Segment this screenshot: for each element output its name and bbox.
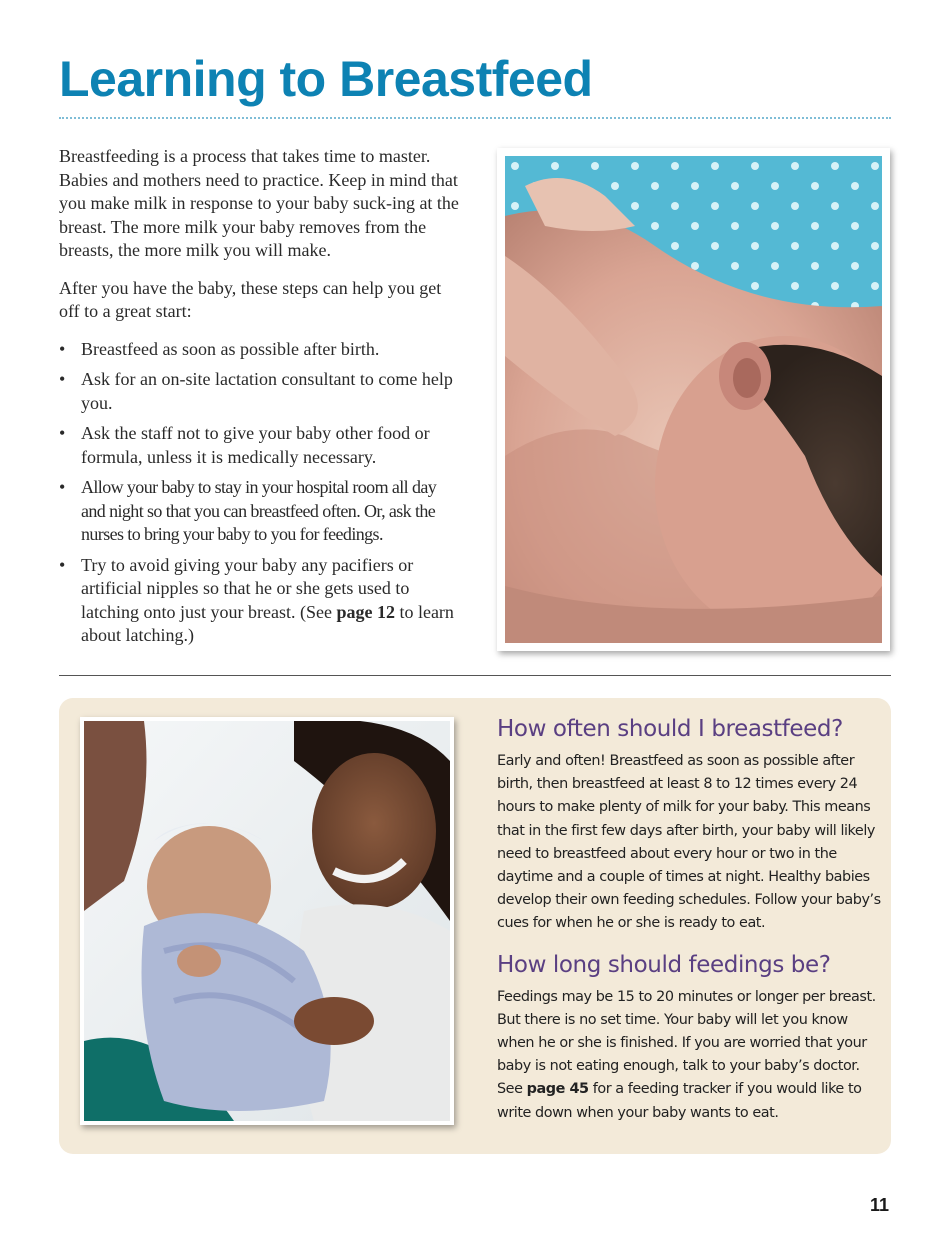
list-item-text: Ask the staff not to give your baby other food or formula, unless it is medically necessary. bbox=[81, 423, 430, 467]
list-item bbox=[59, 476, 459, 547]
page-number: 11 bbox=[869, 1195, 889, 1215]
mother-nursing-newborn-image bbox=[505, 156, 882, 643]
list-item-text-start: Try to avoid giving your baby any pacifiers or artificial nipples so that he or she gets used to latching onto just your breast. (See bbox=[81, 554, 414, 622]
list-item bbox=[59, 422, 459, 469]
bullet-icon: • bbox=[59, 477, 65, 497]
steps-list bbox=[59, 338, 459, 648]
intro-paragraph: Breastfeeding is a process that takes time to master. Babies and mothers need to practice. Keep in mind that you make milk in response to your baby suck-ing at the breast. The more milk your baby removes from the breasts, the more milk you will make. bbox=[59, 146, 459, 260]
list-item-text: Breastfeed as soon as possible after birth. bbox=[81, 338, 380, 359]
list-item-text: Ask for an on-site lactation consultant to come help you. bbox=[81, 369, 453, 413]
bullet-icon: • bbox=[59, 338, 66, 359]
list-item-text: Allow your baby to stay in your hospital room all day and night so that you can breastfeed often. Or, ask the nurses to bring your baby to you for feedings. bbox=[81, 477, 437, 544]
list-item-text bbox=[81, 555, 454, 646]
page-45-reference: page 45 bbox=[526, 1081, 589, 1098]
list-item bbox=[59, 338, 459, 362]
how-long-heading: How long should feedings be? bbox=[497, 951, 831, 978]
list-item bbox=[59, 368, 459, 415]
faq-column bbox=[497, 714, 882, 1139]
how-often-body: Early and often! Breastfeed as soon as possible after birth, then breastfeed at least 8 to 12 times every 24 hours to make plenty of milk for your baby. This means that in the first few days after birth, your baby will likely need to breastfeed about every hour or two in the daytime and a couple of times at night. Healthy babies develop their own feeding schedules. Follow your baby’s cues for when he or she is ready to eat. bbox=[497, 753, 881, 932]
bullet-icon: • bbox=[59, 369, 66, 389]
bullet-icon: • bbox=[59, 423, 66, 443]
how-long-body bbox=[497, 986, 882, 1125]
section-divider bbox=[59, 675, 891, 676]
intro-lead-in: After you have the baby, these steps can help you get off to a great start: bbox=[59, 277, 442, 321]
title-divider bbox=[59, 117, 891, 119]
page-12-reference: page 12 bbox=[336, 601, 395, 622]
intro-column bbox=[59, 145, 459, 655]
nurse-holding-newborn-image bbox=[84, 721, 450, 1121]
how-often-heading: How often should I breastfeed? bbox=[497, 716, 843, 742]
bullet-icon: • bbox=[59, 554, 66, 575]
breastfeeding-photo bbox=[497, 148, 890, 651]
how-long-text-start: Feedings may be 15 to 20 minutes or longer per breast. But there is no set time. Your baby will let you know when he or she is finished. If you are worried that your baby is not eating enough, talk to your baby’s doctor. See bbox=[497, 988, 876, 1098]
nurse-with-newborn-photo bbox=[80, 717, 454, 1125]
list-item bbox=[59, 554, 459, 648]
list-item-text-end: to learn about latching.) bbox=[81, 601, 454, 645]
page-title: Learning to Breastfeed bbox=[59, 51, 593, 107]
how-long-text-end: for a feeding tracker if you would like to write down when your baby wants to eat. bbox=[497, 1081, 862, 1121]
